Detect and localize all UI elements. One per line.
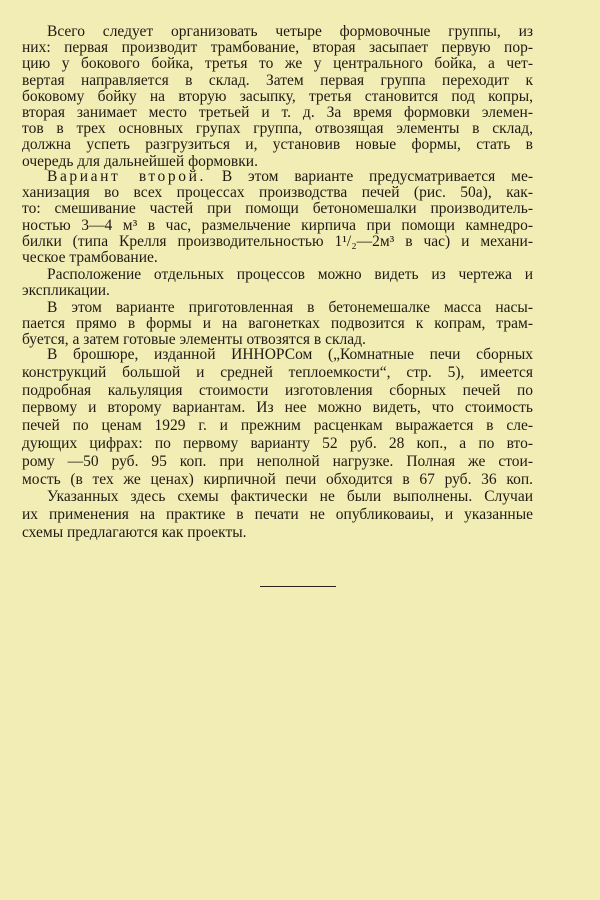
text-line: очередь для дальнейшей формовки. [22,152,258,170]
text-line: вторая занимает место третьей и т. д. За время формовки элемен- [22,103,533,121]
text-line: мость (в тех же ценах) кирпичной печи обходится в 67 руб. 36 коп. [22,470,533,488]
paragraph-3 [22,267,533,299]
text-line: Указанных здесь схемы фактически не были выполнены. Случаи [47,488,533,505]
text-line: В брошюре, изданной ИННОРСом („Комнатные печи сборных [47,346,533,363]
text-line: боковому бойку на вторую засыпку, третья становится под копры, [22,87,533,105]
text-line: дующих цифрах: по первому варианту 52 руб. 28 коп., а по вто- [22,434,533,452]
paragraph-6 [22,488,533,541]
text-line: буется, а затем готовые элементы отвозятся в склад. [22,331,366,349]
text-line [22,169,533,185]
text-line: пается прямо в формы и на вагонетках подвозится к копрам, трам- [22,315,533,333]
paragraph-1 [22,24,533,170]
text-line: них: первая производит трамбование, вторая засыпает первую пор- [22,39,533,57]
text-line: ханизация во всех процессах производства печей (рис. 50а), как- [22,184,533,202]
text-line: Всего следует организовать четыре формовочные группы, из [47,23,533,40]
paragraph-4 [22,300,533,349]
text-line: экспликации. [22,282,110,300]
text-line: тов в трех основных групах группа, отвозящая элементы в склад, [22,120,533,138]
text-line: вертая направляется в склад. Затем первая группа переходит к [22,71,533,89]
text-line: печей по ценам 1929 г. и прежним расценкам выражается в сле- [22,417,533,435]
text-line: схемы предлагаются как проекты. [22,523,247,541]
text-line: билки (типа Крелля производительностью 1¹/₂—2м³ в час) и механи- [22,232,533,250]
section-end-divider [260,586,336,587]
text-line: В этом варианте приготовленная в бетонемешалке масса насы- [47,299,533,316]
paragraph-2 [22,169,533,266]
text-line: подробная кальуляция стоимости изготовления сборных печей по [22,381,533,399]
text-line: их применения на практике в печати не опубликоваиы, и указанные [22,505,533,523]
paragraph-5 [22,346,533,488]
text-line: должна успеть разгрузиться и, установив новые формы, стать в [22,136,533,154]
text-line: первому и второму вариантам. Из нее можно видеть, что стоимость [22,399,533,417]
section-heading-inline: Вариант второй. [47,168,206,185]
text-line: то: смешивание частей при помощи бетономешалки производитель- [22,200,533,218]
text-line: ностью 3—4 м³ в час, размельчение кирпича при помощи камнедро- [22,216,533,234]
text-line-rest: В этом варианте предусматривается ме- [205,168,534,185]
text-line: ческое трамбование. [22,248,158,266]
text-line: Расположение отдельных процессов можно видеть из чертежа и [47,266,533,283]
text-line: рому —50 руб. 95 коп. при неполной нагрузке. Полная же стои- [22,452,533,470]
text-line: конструкций большой и средней теплоемкости“, стр. 5), имеется [22,363,533,381]
text-line: цию у бокового бойка, третья то же у центрального бойка, а чет- [22,55,533,73]
